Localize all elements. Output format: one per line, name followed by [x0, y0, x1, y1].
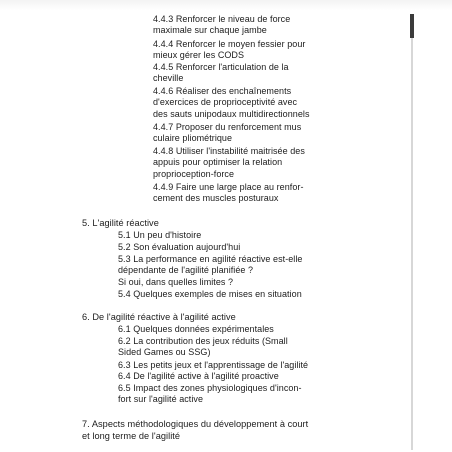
toc-line: 5.1 Un peu d'histoire	[118, 230, 202, 240]
chapter-7-title-cont: et long terme de l'agilité	[82, 431, 181, 441]
toc-line: cement des muscles posturaux	[153, 193, 279, 203]
toc-line: 4.4.4 Renforcer le moyen fessier pour	[153, 39, 306, 49]
toc-line: maximale sur chaque jambe	[153, 25, 267, 35]
toc-line: 5.3 La performance en agilité réactive est-elle	[118, 254, 303, 264]
toc-line: 4.4.3 Renforcer le niveau de force	[153, 14, 291, 24]
toc-line: 4.4.5 Renforcer l'articulation de la	[153, 62, 289, 72]
toc-line: proprioception-force	[153, 169, 235, 179]
toc-line: mieux gérer les CODS	[153, 50, 245, 60]
toc-line: 5.2 Son évaluation aujourd'hui	[118, 242, 241, 252]
toc-line: 6.3 Les petits jeux et l'apprentissage de l'agilité	[118, 360, 309, 370]
toc-line: 5.4 Quelques exemples de mises en situation	[118, 289, 302, 299]
toc-line: 6.5 Impact des zones physiologiques d'incon-	[118, 383, 302, 393]
toc-line: culaire pliométrique	[153, 133, 233, 143]
toc-line: fort sur l'agilité active	[118, 394, 204, 404]
toc-line: Si oui, dans quelles limites ?	[118, 277, 234, 287]
chapter-5-title: 5. L'agilité réactive	[82, 218, 159, 228]
toc-line: des sauts unipodaux multidirectionnels	[153, 109, 310, 119]
toc-line: 4.4.9 Faire une large place au renfor-	[153, 182, 304, 192]
toc-line: d'exercices de proprioceptivité avec	[153, 97, 298, 107]
chapter-7-title: 7. Aspects méthodologiques du développement à court	[82, 419, 309, 429]
scrollbar-thumb[interactable]	[410, 14, 414, 38]
toc-line: cheville	[153, 73, 184, 83]
toc-line: dépendante de l'agilité planifiée ?	[118, 265, 254, 275]
toc-line: 4.4.8 Utiliser l'instabilité maitrisée des	[153, 146, 305, 156]
toc-line: 6.1 Quelques données expérimentales	[118, 324, 274, 334]
toc-line: 4.4.6 Réaliser des enchaînements	[153, 86, 292, 96]
toc-line: appuis pour optimiser la relation	[153, 157, 283, 167]
chapter-6-title: 6. De l'agilité réactive à l'agilité active	[82, 312, 236, 322]
top-shadow	[0, 0, 452, 10]
toc-line: 6.2 La contribution des jeux réduits (Small	[118, 336, 288, 346]
toc-line: 4.4.7 Proposer du renforcement mus	[153, 122, 302, 132]
scrollbar-track[interactable]	[411, 14, 413, 450]
toc-line: Sided Games ou SSG)	[118, 347, 211, 357]
toc-line: 6.4 De l'agilité active à l'agilité proactive	[118, 371, 279, 381]
